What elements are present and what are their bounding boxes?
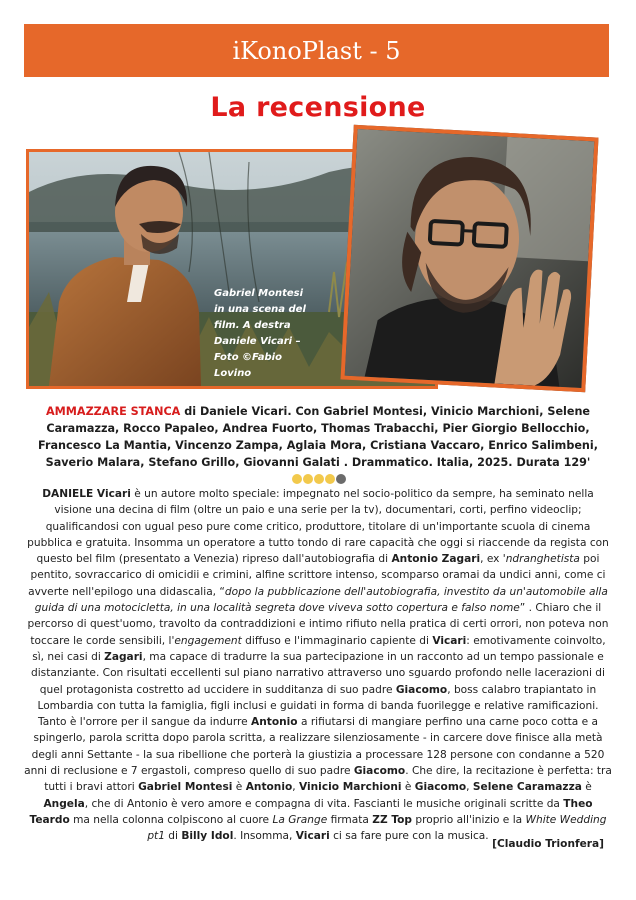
bold-run: Antonio Zagari: [391, 553, 481, 566]
text-run: ma nella colonna colpiscono al cuore: [69, 813, 273, 826]
text-run: . Che dire, la recitazione è perfetta: tra tutti i bravi attori: [44, 765, 612, 794]
italic-run: engagement: [174, 634, 242, 647]
bold-run: Zagari: [104, 650, 143, 663]
text-run: ” . Chiaro che il percorso di quest'uomo, travolto da contraddizioni e intimo rifiuto nella pratica di certi orrori, non poteva non toccare le corde sensibili, l': [27, 602, 609, 647]
bold-run: Giacomo: [414, 781, 467, 794]
director-portrait-photo: [340, 125, 598, 392]
film-title: AMMAZZARE STANCA: [45, 405, 181, 418]
text-run: è: [401, 781, 415, 794]
italic-run: White Wedding pt1: [147, 813, 607, 843]
text-run: di: [164, 830, 182, 843]
bold-run: Selene Caramazza: [472, 781, 582, 794]
text-run: ci sa fare pure con la musica.: [329, 830, 489, 843]
review-body: [24, 486, 612, 845]
film-credits: [24, 403, 612, 488]
rating-dot-filled: [314, 474, 324, 484]
author-signature: [Claudio Trionfera]: [492, 838, 604, 850]
bold-run: DANIELE Vicari: [42, 488, 131, 500]
bold-run: ZZ Top: [372, 813, 412, 826]
text-run: ,: [292, 781, 299, 794]
bold-run: Antonio: [245, 781, 293, 794]
banner-title: iKonoPlast - 5: [232, 36, 401, 65]
text-run: , ex: [480, 553, 503, 566]
bold-run: Theo Teardo: [29, 797, 593, 826]
text-run: è un autore molto speciale: impegnato nel socio-politico da sempre, ha seminato nella visione una decina di film (oltre un paio e una serie per la tv), documentari, corti, perfino videoclip; qualificandosi con ugual peso pure come critico, produttore, titolare di un'importante scuola di cinema pubblica e gratuita. Insomma un operatore a tutto tondo di rare capacità che oggi si riaccende da regista con questo bel film (presentato a Venezia) ripreso dall'autobiografia di: [27, 488, 609, 566]
rating-dots: [292, 474, 346, 484]
bold-run: Angela: [43, 797, 85, 810]
text-run: è: [232, 781, 246, 794]
photo-caption: Gabriel Montesi in una scena del film. A destra Daniele Vicari – Foto ©Fabio Lovino: [214, 288, 306, 379]
text-run: . Insomma,: [233, 830, 296, 843]
rating-dot-filled: [303, 474, 313, 484]
bold-run: Giacomo: [395, 683, 448, 696]
text-run: , che di Antonio è vero amore e compagna di vita. Fascianti le musiche originali scritte da: [84, 797, 564, 810]
page-title: La recensione: [210, 92, 426, 123]
rating-dot-filled: [325, 474, 335, 484]
rating-dot-filled: [292, 474, 302, 484]
text-run: , boss calabro trapiantato in Lombardia con tutta la famiglia, figli inclusi e guidati in forma di banda fuorilegge e relative ramificazioni. Tanto è l'orrore per il sangue da indurre: [37, 683, 599, 729]
header-banner: [24, 24, 609, 77]
credits-text: di Daniele Vicari. Con Gabriel Montesi, Vinicio Marchioni, Selene Caramazza, Rocco Papaleo, Andrea Fuorto, Thomas Trabacchi, Pier Giorgio Bellocchio, Francesco La Mantia, Vincenzo Zampa, Aglaia Mora, Cristiana Vaccaro, Enrico Salimbeni, Saverio Malara, Stefano Grillo, Giovanni Galati . Drammatico. Italia, 2025. Durata 129': [38, 405, 598, 469]
bold-run: Gabriel Montesi: [138, 781, 233, 794]
bold-run: Vicari: [432, 634, 467, 647]
text-run: ,: [466, 781, 473, 794]
text-run: diffuso e l'immaginario capiente di: [241, 634, 433, 647]
text-run: poi pentito, sovraccarico di omicidii e crimini, alfine scrittore intenso, scomparso oramai da undici anni, come ci avverte nell'epilogo una didascalia, “: [28, 553, 606, 598]
bold-run: Billy Idol: [181, 830, 234, 843]
text-run: è: [581, 781, 592, 794]
italic-run: La Grange: [272, 813, 328, 826]
text-run: : emotivamente coinvolto, sì, nei casi di: [32, 634, 606, 663]
bold-run: Vinicio Marchioni: [299, 781, 402, 794]
rating-dot-empty: [336, 474, 346, 484]
italic-run: dopo la pubblicazione dell'autobiografia, investito da un'automobile alla guida di una motocicletta, in una località segreta dove viveva sotto copertura e falso nome: [34, 585, 608, 615]
bold-run: Vicari: [295, 830, 330, 843]
bold-run: Antonio: [251, 716, 298, 729]
text-run: firmata: [327, 813, 373, 826]
italic-run: 'ndranghetista: [502, 553, 580, 566]
text-run: , ma capace di tradurre la sua partecipazione in un racconto ad un tempo passionale e distanziante. Con risultati eccellenti sul piano narrativo attraverso uno sguardo profondo nelle lacerazioni di quel protagonista costretto ad uccidere in sudditanza di suo padre: [31, 650, 605, 696]
text-run: proprio all'inizio e la: [412, 813, 526, 826]
bold-run: Giacomo: [353, 765, 406, 778]
text-run: a rifiutarsi di mangiare perfino una carne poco cotta e a spingerlo, parola scritta dopo parola scritta, a realizzare silenziosamente - in carcere dove finisce alla metà degli anni Settante - la sua ribellione che porterà la giustizia a processare 128 persone con condanne a 520 anni di reclusione e 7 ergastoli, compreso quello di suo padre: [24, 716, 605, 778]
